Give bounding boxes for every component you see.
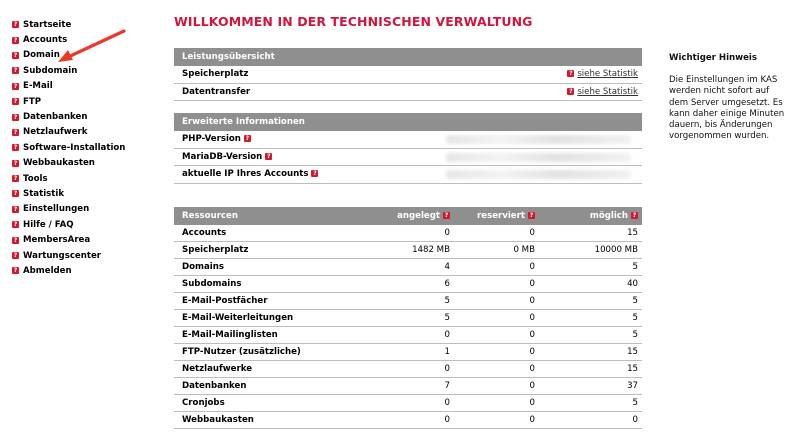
- sidebar-item-label[interactable]: Einstellungen: [23, 204, 90, 215]
- nav-bullet-icon: ?: [13, 267, 18, 275]
- sidebar-item-label[interactable]: E-Mail: [23, 81, 53, 92]
- statistik-link-datentransfer[interactable]: [567, 84, 638, 101]
- resource-row: [174, 225, 642, 242]
- moeglich-value: 15: [539, 225, 642, 242]
- moeglich-value: 5: [539, 310, 642, 327]
- redacted-value: [446, 170, 631, 179]
- nav-bullet-icon: ?: [13, 175, 18, 183]
- sidebar-item-label[interactable]: Subdomain: [23, 65, 78, 76]
- resource-name: Speicherplatz: [174, 242, 364, 259]
- sidebar-item-wartungscenter[interactable]: [12, 248, 162, 263]
- angelegt-value: 0: [364, 361, 454, 378]
- moeglich-value: 37: [539, 378, 642, 395]
- sidebar-item-label[interactable]: MembersArea: [23, 235, 91, 246]
- reserviert-value: 0: [454, 395, 539, 412]
- sidebar-item-label[interactable]: Domain: [23, 50, 60, 61]
- nav-bullet-icon: ?: [13, 236, 18, 244]
- angelegt-value: 7: [364, 378, 454, 395]
- annotation-arrow: [58, 28, 128, 64]
- resource-row: [174, 293, 642, 310]
- sidebar-item-subdomain[interactable]: [12, 63, 162, 78]
- sidebar-item-abmelden[interactable]: [12, 263, 162, 278]
- col-ressourcen: Ressourcen: [174, 207, 364, 225]
- reserviert-value: 0: [454, 361, 539, 378]
- sidebar-item-label[interactable]: Datenbanken: [23, 112, 88, 123]
- sidebar-item-label[interactable]: Statistik: [23, 188, 65, 199]
- sidebar-item-membersarea[interactable]: [12, 232, 162, 247]
- resources-table: [174, 207, 642, 429]
- hint-text: Die Einstellungen im KAS werden nicht sofort auf dem Server umgesetzt. Es kann daher einige Minuten dauern, bis Änderungen vorgenommen wurden.: [669, 75, 785, 142]
- nav-bullet-icon: ?: [13, 67, 18, 75]
- sidebar-item-label[interactable]: Webbaukasten: [23, 158, 95, 169]
- resource-row: [174, 242, 642, 259]
- nav-bullet-icon: ?: [13, 51, 18, 59]
- nav-bullet-icon: ?: [13, 190, 18, 198]
- resource-row: [174, 276, 642, 293]
- resource-name: Datenbanken: [174, 378, 364, 395]
- page-title: WILLKOMMEN IN DER TECHNISCHEN VERWALTUNG: [174, 14, 533, 29]
- sidebar-item-statistik[interactable]: [12, 186, 162, 201]
- resource-name: Accounts: [174, 225, 364, 242]
- reserviert-value: 0: [454, 412, 539, 429]
- angelegt-value: 1: [364, 344, 454, 361]
- sidebar-item-tools[interactable]: [12, 171, 162, 186]
- resource-row: [174, 395, 642, 412]
- help-icon[interactable]: ?: [444, 212, 449, 219]
- sidebar-item-label[interactable]: Netzlaufwerk: [23, 127, 88, 138]
- resource-name: E-Mail-Weiterleitungen: [174, 310, 364, 327]
- sidebar-item-ftp[interactable]: [12, 94, 162, 109]
- sidebar-item-email[interactable]: [12, 79, 162, 94]
- resource-row: [174, 327, 642, 344]
- resources-header-row: [174, 207, 642, 225]
- nav-bullet-icon: ?: [13, 113, 18, 121]
- nav-bullet-icon: ?: [13, 21, 18, 29]
- resource-row: [174, 412, 642, 429]
- resource-name: Cronjobs: [174, 395, 364, 412]
- reserviert-value: 0 MB: [454, 242, 539, 259]
- resource-name: Domains: [174, 259, 364, 276]
- sidebar-item-einstellungen[interactable]: [12, 202, 162, 217]
- help-icon[interactable]: ?: [313, 170, 317, 177]
- moeglich-value: 15: [539, 344, 642, 361]
- help-icon[interactable]: ?: [267, 152, 271, 160]
- sidebar-item-label[interactable]: Hilfe / FAQ: [23, 219, 74, 230]
- nav-bullet-icon: ?: [13, 205, 18, 213]
- angelegt-value: 0: [364, 327, 454, 344]
- resource-row: [174, 344, 642, 361]
- angelegt-value: 5: [364, 293, 454, 310]
- resources-body: [174, 225, 642, 429]
- help-icon[interactable]: ?: [529, 212, 534, 219]
- leistung-row-datentransfer: [174, 84, 642, 102]
- col-moeglich: möglich ?: [539, 207, 642, 225]
- link-text[interactable]: siehe Statistik: [577, 86, 638, 97]
- sidebar-item-label[interactable]: Abmelden: [23, 265, 72, 276]
- angelegt-value: 0: [364, 225, 454, 242]
- link-text[interactable]: siehe Statistik: [577, 69, 638, 79]
- moeglich-value: 10000 MB: [539, 242, 642, 259]
- reserviert-value: 0: [454, 378, 539, 395]
- col-reserviert: reserviert ?: [454, 207, 539, 225]
- row-label: PHP-Version: [182, 134, 241, 144]
- resource-name: FTP-Nutzer (zusätzliche): [174, 344, 364, 361]
- row-label: aktuelle IP Ihres Accounts: [182, 169, 309, 179]
- resource-row: [174, 361, 642, 378]
- reserviert-value: 0: [454, 310, 539, 327]
- row-label: Datentransfer: [182, 86, 251, 97]
- col-angelegt: angelegt ?: [364, 207, 454, 225]
- leistung-row-speicherplatz: [174, 66, 642, 84]
- important-hint: [669, 53, 785, 142]
- sidebar-item-label[interactable]: Startseite: [23, 19, 72, 30]
- help-icon[interactable]: ?: [245, 135, 250, 142]
- nav-bullet-icon: ?: [13, 82, 18, 90]
- nav-bullet-icon: ?: [13, 221, 18, 229]
- angelegt-value: 4: [364, 259, 454, 276]
- nav-bullet-icon: ?: [13, 98, 18, 106]
- reserviert-value: 0: [454, 259, 539, 276]
- moeglich-value: 40: [539, 276, 642, 293]
- angelegt-value: 0: [364, 412, 454, 429]
- angelegt-value: 5: [364, 310, 454, 327]
- reserviert-value: 0: [454, 344, 539, 361]
- row-label: Speicherplatz: [182, 69, 249, 79]
- sidebar-item-software-installation[interactable]: [12, 140, 162, 155]
- redacted-value: [446, 153, 631, 162]
- nav-bullet-icon: ?: [13, 159, 18, 167]
- hint-title: Wichtiger Hinweis: [669, 53, 757, 63]
- redacted-value: [446, 135, 631, 144]
- leistung-header: Leistungsübersicht: [174, 48, 642, 66]
- moeglich-value: 5: [539, 327, 642, 344]
- reserviert-value: 0: [454, 276, 539, 293]
- help-icon[interactable]: ?: [569, 87, 573, 95]
- reserviert-value: 0: [454, 225, 539, 242]
- leistung-panel: [174, 48, 642, 101]
- help-icon[interactable]: ?: [632, 212, 637, 219]
- info-row-php: [174, 131, 642, 149]
- resource-name: Subdomains: [174, 276, 364, 293]
- angelegt-value: 6: [364, 276, 454, 293]
- erweitert-panel: [174, 113, 642, 184]
- sidebar-item-label[interactable]: Wartungscenter: [23, 250, 102, 261]
- resource-name: E-Mail-Mailinglisten: [174, 327, 364, 344]
- nav-bullet-icon: ?: [13, 36, 18, 44]
- moeglich-value: 5: [539, 259, 642, 276]
- info-row-ip: [174, 166, 642, 184]
- reserviert-value: 0: [454, 327, 539, 344]
- nav-bullet-icon: ?: [13, 144, 18, 152]
- help-icon[interactable]: ?: [569, 70, 573, 77]
- sidebar-item-datenbanken[interactable]: [12, 109, 162, 124]
- angelegt-value: 1482 MB: [364, 242, 454, 259]
- sidebar-item-netzlaufwerk[interactable]: [12, 125, 162, 140]
- info-row-mariadb: [174, 149, 642, 167]
- resource-name: E-Mail-Postfächer: [174, 293, 364, 310]
- sidebar-item-label[interactable]: Tools: [23, 173, 48, 184]
- erweitert-header: Erweiterte Informationen: [174, 113, 642, 131]
- sidebar-item-label[interactable]: FTP: [23, 96, 42, 107]
- moeglich-value: 5: [539, 395, 642, 412]
- sidebar-item-label[interactable]: Software-Installation: [23, 142, 126, 153]
- row-label: MariaDB-Version: [182, 151, 263, 162]
- resource-row: [174, 310, 642, 327]
- resource-row: [174, 259, 642, 276]
- nav-bullet-icon: ?: [13, 252, 18, 260]
- sidebar-item-label[interactable]: Accounts: [23, 35, 68, 46]
- reserviert-value: 0: [454, 293, 539, 310]
- statistik-link-speicherplatz[interactable]: [567, 66, 638, 83]
- moeglich-value: 15: [539, 361, 642, 378]
- resource-row: [174, 378, 642, 395]
- moeglich-value: 5: [539, 293, 642, 310]
- angelegt-value: 0: [364, 395, 454, 412]
- sidebar-item-webbaukasten[interactable]: [12, 156, 162, 171]
- moeglich-value: 0: [539, 412, 642, 429]
- resource-name: Netzlaufwerke: [174, 361, 364, 378]
- sidebar-item-hilfe-faq[interactable]: [12, 217, 162, 232]
- nav-bullet-icon: ?: [13, 128, 18, 136]
- resource-name: Webbaukasten: [174, 412, 364, 429]
